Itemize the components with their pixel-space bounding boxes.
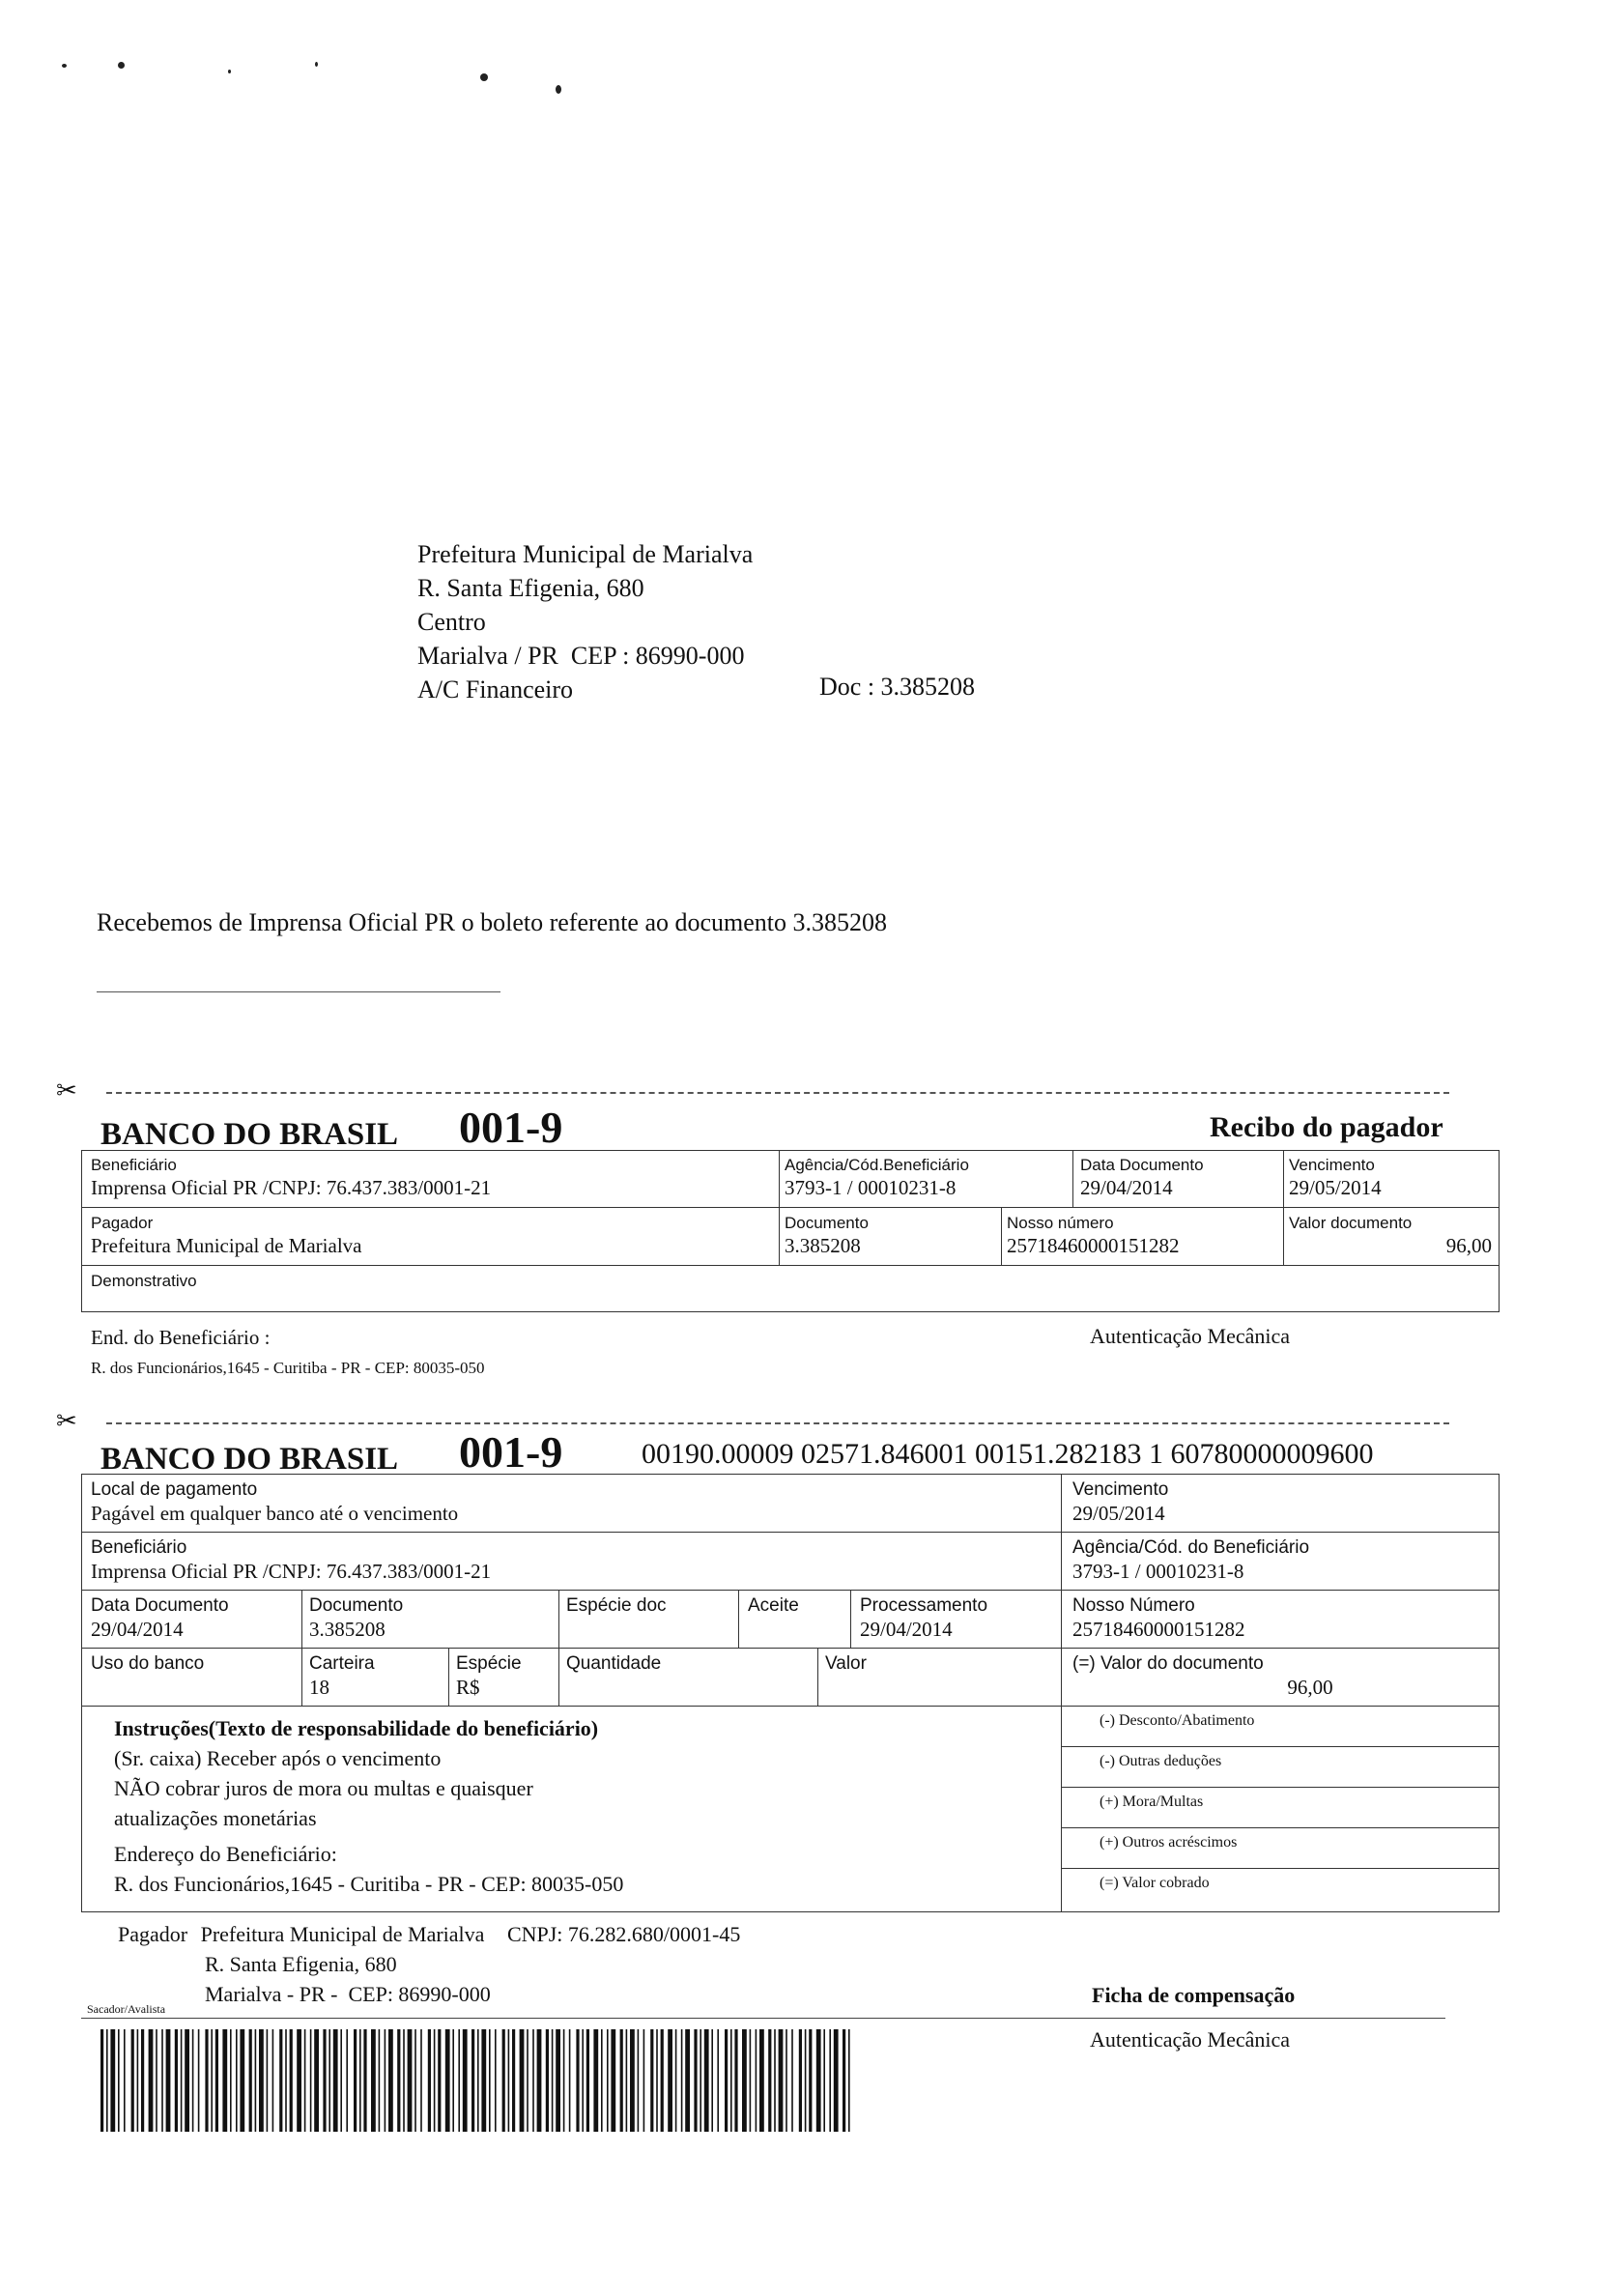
recibo-beneficiario-label: Beneficiário [91, 1156, 177, 1174]
signature-line [97, 991, 500, 992]
recibo-agencia-label: Agência/Cód.Beneficiário [785, 1156, 969, 1174]
ficha-vencimento-cell [1072, 1478, 1168, 1526]
recipient-name: Prefeitura Municipal de Marialva [417, 540, 754, 568]
recibo-data-doc-cell [1080, 1156, 1204, 1200]
recibo-documento-cell [785, 1214, 869, 1258]
recibo-pagador-cell [91, 1214, 361, 1258]
recibo-pagador-value: Prefeitura Municipal de Marialva [91, 1234, 362, 1257]
outras-deducoes-label: (-) Outras deduções [1100, 1753, 1222, 1769]
recibo-documento-label: Documento [785, 1214, 869, 1232]
local-pagamento-value: Pagável em qualquer banco até o vencimento [91, 1502, 459, 1525]
ficha-documento-cell [309, 1594, 403, 1642]
recibo-agencia-cell [785, 1156, 969, 1200]
ficha-nosso-numero-cell [1072, 1594, 1245, 1642]
scissors-icon: ✂ [56, 1076, 77, 1105]
ficha-valor-doc-cell [1072, 1652, 1490, 1700]
ficha-quantidade-label: Quantidade [566, 1653, 662, 1674]
ficha-carteira-value: 18 [309, 1676, 329, 1699]
recibo-valor-value: 96,00 [1445, 1234, 1492, 1257]
ficha-title: Ficha de compensação [1092, 1983, 1296, 2007]
recibo-valor-cell [1289, 1214, 1492, 1258]
recibo-nosso-numero-value: 25718460000151282 [1007, 1234, 1180, 1257]
recibo-nosso-numero-label: Nosso número [1007, 1214, 1114, 1232]
local-pagamento-cell [91, 1478, 458, 1526]
ficha-valor-cell [825, 1652, 867, 1675]
ficha-beneficiario-label: Beneficiário [91, 1537, 187, 1558]
ficha-aceite-label: Aceite [748, 1595, 799, 1616]
linha-digitavel: 00190.00009 02571.846001 00151.282183 1 60780000009600 [642, 1438, 1374, 1470]
ficha-data-doc-label: Data Documento [91, 1595, 229, 1616]
recibo-title: Recibo do pagador [1210, 1111, 1443, 1143]
ficha-vencimento-label: Vencimento [1072, 1479, 1169, 1500]
ficha-agencia-label: Agência/Cód. do Beneficiário [1072, 1537, 1310, 1558]
recibo-demonstrativo-label: Demonstrativo [91, 1272, 197, 1290]
ficha-documento-value: 3.385208 [309, 1618, 386, 1641]
ficha-pagador-street: R. Santa Efigenia, 680 [205, 1952, 397, 1976]
local-pagamento-label: Local de pagamento [91, 1479, 258, 1500]
ficha-carteira-cell [309, 1652, 375, 1700]
ficha-valor-doc-label: (=) Valor do documento [1072, 1653, 1264, 1674]
instrucao-line-3: atualizações monetárias [114, 1806, 317, 1830]
ficha-valor-doc-value: 96,00 [1287, 1676, 1333, 1699]
ficha-pagador-cnpj: CNPJ: 76.282.680/0001-45 [506, 1922, 741, 1946]
mora-multas-label: (+) Mora/Multas [1100, 1794, 1204, 1810]
recibo-agencia-value: 3793-1 / 00010231-8 [785, 1176, 957, 1199]
recibo-documento-value: 3.385208 [785, 1234, 861, 1257]
sacador-label: Sacador/Avalista [87, 2002, 166, 2016]
ficha-pagador-name: Prefeitura Municipal de Marialva [200, 1922, 485, 1946]
recibo-data-doc-value: 29/04/2014 [1080, 1176, 1173, 1199]
recibo-vencimento-label: Vencimento [1289, 1156, 1375, 1174]
ficha-agencia-cell [1072, 1536, 1309, 1584]
instrucao-line-1: (Sr. caixa) Receber após o vencimento [114, 1746, 442, 1770]
recibo-bank-name: BANCO DO BRASIL [100, 1117, 399, 1152]
doc-reference: Doc : 3.385208 [819, 673, 976, 701]
recibo-pagador-label: Pagador [91, 1214, 154, 1232]
barcode [100, 2029, 854, 2132]
instrucoes-title: Instruções(Texto de responsabilidade do beneficiário) [114, 1716, 599, 1740]
ficha-especie-doc-label: Espécie doc [566, 1595, 667, 1616]
cut-line [48, 1078, 1449, 1107]
recibo-bank-code: 001-9 [459, 1103, 563, 1152]
ficha-pagador-label: Pagador [118, 1922, 188, 1946]
ficha-beneficiario-cell [91, 1536, 491, 1584]
ficha-processamento-label: Processamento [860, 1595, 988, 1616]
ficha-quantidade-cell [566, 1652, 661, 1675]
ficha-processamento-value: 29/04/2014 [860, 1618, 953, 1641]
recipient-district: Centro [417, 608, 486, 636]
ficha-uso-banco-cell [91, 1652, 204, 1675]
recibo-valor-label: Valor documento [1289, 1214, 1413, 1232]
ficha-uso-banco-label: Uso do banco [91, 1653, 205, 1674]
ficha-nosso-numero-label: Nosso Número [1072, 1595, 1195, 1616]
instrucoes-block [114, 1714, 623, 1899]
ficha-especie-cell [456, 1652, 522, 1700]
ficha-especie-value: R$ [456, 1676, 480, 1699]
endereco-beneficiario-label: Endereço do Beneficiário: [114, 1842, 337, 1866]
cut-line [48, 1409, 1449, 1438]
ficha-nosso-numero-value: 25718460000151282 [1072, 1618, 1245, 1641]
recibo-autenticacao: Autenticação Mecânica [1090, 1324, 1291, 1348]
recipient-city-cep: Marialva / PR CEP : 86990-000 [417, 642, 745, 670]
ficha-pagador-city: Marialva - PR - CEP: 86990-000 [205, 1982, 491, 2006]
ficha-carteira-label: Carteira [309, 1653, 375, 1674]
recibo-data-doc-label: Data Documento [1080, 1156, 1204, 1174]
ficha-agencia-value: 3793-1 / 00010231-8 [1072, 1560, 1244, 1583]
recipient-street: R. Santa Efigenia, 680 [417, 574, 644, 602]
ficha-pagador-block [118, 1919, 740, 2009]
recipient-attn: A/C Financeiro [417, 675, 574, 703]
ficha-data-doc-value: 29/04/2014 [91, 1618, 184, 1641]
ficha-data-doc-cell [91, 1594, 229, 1642]
ficha-especie-label: Espécie [456, 1653, 522, 1674]
recibo-beneficiario-value: Imprensa Oficial PR /CNPJ: 76.437.383/0001-21 [91, 1176, 492, 1199]
ficha-beneficiario-value: Imprensa Oficial PR /CNPJ: 76.437.383/0001-21 [91, 1560, 492, 1583]
ficha-bank-name: BANCO DO BRASIL [100, 1442, 399, 1477]
outros-acrescimos-label: (+) Outros acréscimos [1100, 1834, 1238, 1851]
desconto-label: (-) Desconto/Abatimento [1100, 1712, 1255, 1729]
recibo-beneficiario-cell [91, 1156, 491, 1200]
recibo-end-label: End. do Beneficiário : [91, 1326, 271, 1349]
recibo-end-value: R. dos Funcionários,1645 - Curitiba - PR - CEP: 80035-050 [91, 1359, 485, 1377]
scissors-icon: ✂ [56, 1407, 77, 1436]
ficha-vencimento-value: 29/05/2014 [1072, 1502, 1165, 1525]
ficha-especie-doc-cell [566, 1594, 667, 1617]
ficha-autenticacao: Autenticação Mecânica [1090, 2027, 1291, 2052]
ficha-aceite-cell [748, 1594, 799, 1617]
recibo-vencimento-value: 29/05/2014 [1289, 1176, 1382, 1199]
ficha-valor-label: Valor [825, 1653, 867, 1674]
recipient-address [417, 537, 753, 706]
receipt-statement: Recebemos de Imprensa Oficial PR o boleto referente ao documento 3.385208 [97, 908, 888, 936]
recibo-nosso-numero-cell [1007, 1214, 1180, 1258]
instrucao-line-2: NÃO cobrar juros de mora ou multas e quaisquer [114, 1776, 533, 1800]
ficha-processamento-cell [860, 1594, 987, 1642]
recibo-vencimento-cell [1289, 1156, 1382, 1200]
valor-cobrado-label: (=) Valor cobrado [1100, 1875, 1210, 1891]
endereco-beneficiario-value: R. dos Funcionários,1645 - Curitiba - PR - CEP: 80035-050 [114, 1872, 624, 1896]
ficha-documento-label: Documento [309, 1595, 404, 1616]
ficha-bank-code: 001-9 [459, 1427, 563, 1477]
